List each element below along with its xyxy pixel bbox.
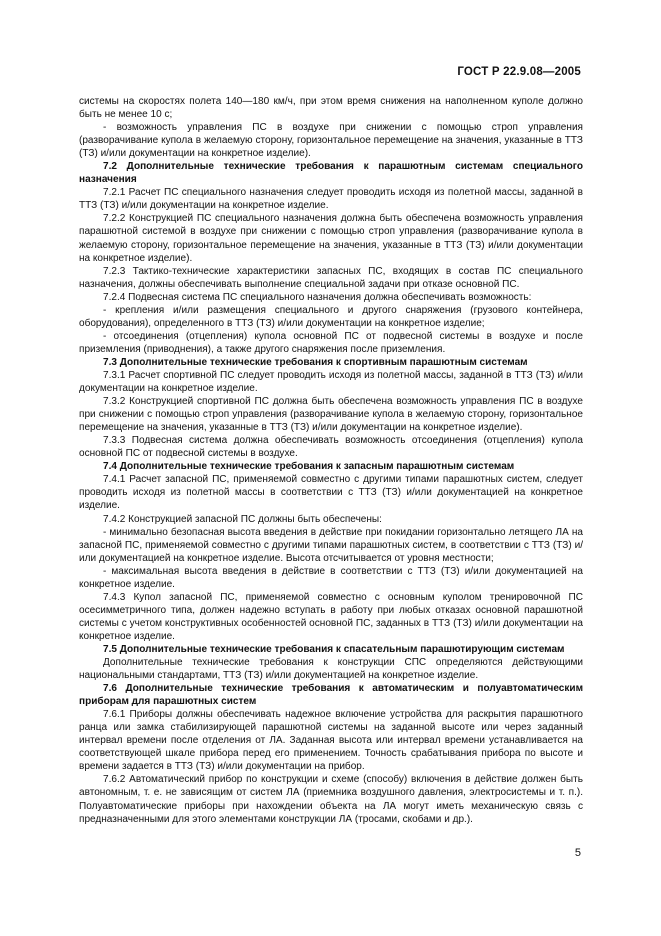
paragraph: 7.4.1 Расчет запасной ПС, применяемой совместно с другими типами парашютных систем, следует проводить исходя из полетной массы в соответствии с ТТЗ (ТЗ) и/или документацией на конкретное изделие. [79, 474, 583, 512]
paragraph: - минимально безопасная высота введения в действие при покидании горизонтально летящего ЛА на запасной ПС, применяемой совместно с другими типами парашютных систем, в соответствии с ТТЗ (ТЗ) и/или документацией на конкретное изделие. Высота отсчитывается от уровня местности; [79, 526, 583, 564]
paragraph: 7.6.2 Автоматический прибор по конструкции и схеме (способу) включения в действие должен быть автономным, т. е. не зависящим от систем ЛА (приемника воздушного давления, электросистемы и т. п.). Полуавтоматические приборы при нахождении объекта на ЛА могут иметь механическую связь с предназначенными для этого элементами конструкции ЛА (тросами, скобами и др.). [79, 774, 583, 825]
paragraph: - отсоединения (отцепления) купола основной ПС от подвесной системы в воздухе и после приземления (приводнения), а также другого снаряжения после приземления. [79, 330, 583, 355]
section-heading: 7.4 Дополнительные технические требования к запасным парашютным системам [103, 461, 515, 473]
paragraph: 7.4.3 Купол запасной ПС, применяемой совместно с основным куполом тренировочной ПС осесимметричного типа, должен надежно вступать в работу при любых отказах основной парашютной системы с учетом конструктивных особенностей основной ПС, заданных в ТТЗ (ТЗ) и/или документации на конкретное изделие. [79, 591, 583, 642]
paragraph: 7.2.1 Расчет ПС специального назначения следует проводить исходя из полетной массы, заданной в ТТЗ (ТЗ) и/или документации на конкретное изделие. [79, 187, 583, 212]
paragraph: - возможность управления ПС в воздухе при снижении с помощью строп управления (разворачивание купола в желаемую сторону, горизонтальное перемещение на значения, указанные в ТТЗ (ТЗ) и/или документации на конкретное изделие). [79, 122, 583, 160]
paragraph: 7.2.3 Тактико-технические характеристики запасных ПС, входящих в состав ПС специального назначения, должны обеспечивать выполнение специальной задачи при отказе основной ПС. [79, 265, 583, 290]
section-heading: 7.3 Дополнительные технические требования к спортивным парашютным системам [103, 356, 528, 368]
document-code: ГОСТ Р 22.9.08—2005 [457, 66, 581, 78]
paragraph: 7.3.2 Конструкцией спортивной ПС должна быть обеспечена возможность управления ПС в воздухе при снижении с помощью строп управления (разворачивание купола в желаемую сторону, горизонтальное перемещение на значения, указанные в ТТЗ (ТЗ) и/или документации на конкретное изделие). [79, 396, 583, 434]
paragraph: Дополнительные технические требования к конструкции СПС определяются действующими национальными стандартами, ТТЗ (ТЗ) и/или документацией на конкретное изделие. [79, 657, 583, 682]
paragraph: 7.6.1 Приборы должны обеспечивать надежное включение устройства для раскрытия парашютного ранца или замка стабилизирующей парашютной системы на заданной высоте или через заданный интервал времени после отделения от ЛА. Заданная высота или интервал времени устанавливается на соответствующей шкале прибора перед его применением. Точность срабатывания прибора по высоте и времени задается в ТТЗ (ТЗ) и/или документации на прибор. [79, 709, 583, 773]
section-heading: 7.2 Дополнительные технические требования к парашютным системам специального назначения [79, 161, 583, 186]
paragraph: 7.4.2 Конструкцией запасной ПС должны быть обеспечены: [103, 513, 382, 525]
paragraph: 7.3.1 Расчет спортивной ПС следует проводить исходя из полетной массы, заданной в ТТЗ (ТЗ) и/или документации на конкретное изделие. [79, 369, 583, 395]
section-heading: 7.5 Дополнительные технические требования к спасательным парашютирующим системам [103, 643, 565, 655]
paragraph: - крепления и/или размещения специального и другого снаряжения (грузового контейнера, оборудования), определенного в ТТЗ (ТЗ) и/или документации на конкретное изделие; [79, 304, 583, 329]
paragraph: системы на скоростях полета 140—180 км/ч, при этом время снижения на наполненном куполе должно быть не менее 10 с; [79, 96, 583, 121]
paragraph: 7.2.2 Конструкцией ПС специального назначения должна быть обеспечена возможность управления парашютной системой в воздухе при снижении с помощью строп управления (разворачивание купола в желаемую сторону, горизонтальное перемещение на значения, указанные в ТТЗ (ТЗ) и/или документации на конкретное изделие). [79, 213, 583, 264]
document-body [79, 95, 583, 826]
paragraph: 7.2.4 Подвесная система ПС специального назначения должна обеспечивать возможность: [103, 291, 532, 303]
paragraph: - максимальная высота введения в действие в соответствии с ТТЗ (ТЗ) и/или документацией на конкретное изделие. [79, 565, 583, 590]
page-number: 5 [574, 847, 581, 859]
paragraph: 7.3.3 Подвесная система должна обеспечивать возможность отсоединения (отцепления) купола основной ПС от подвесной системы в воздухе. [79, 435, 583, 460]
section-heading: 7.6 Дополнительные технические требования к автоматическим и полуавтоматическим приборам для парашютных систем [79, 683, 583, 708]
